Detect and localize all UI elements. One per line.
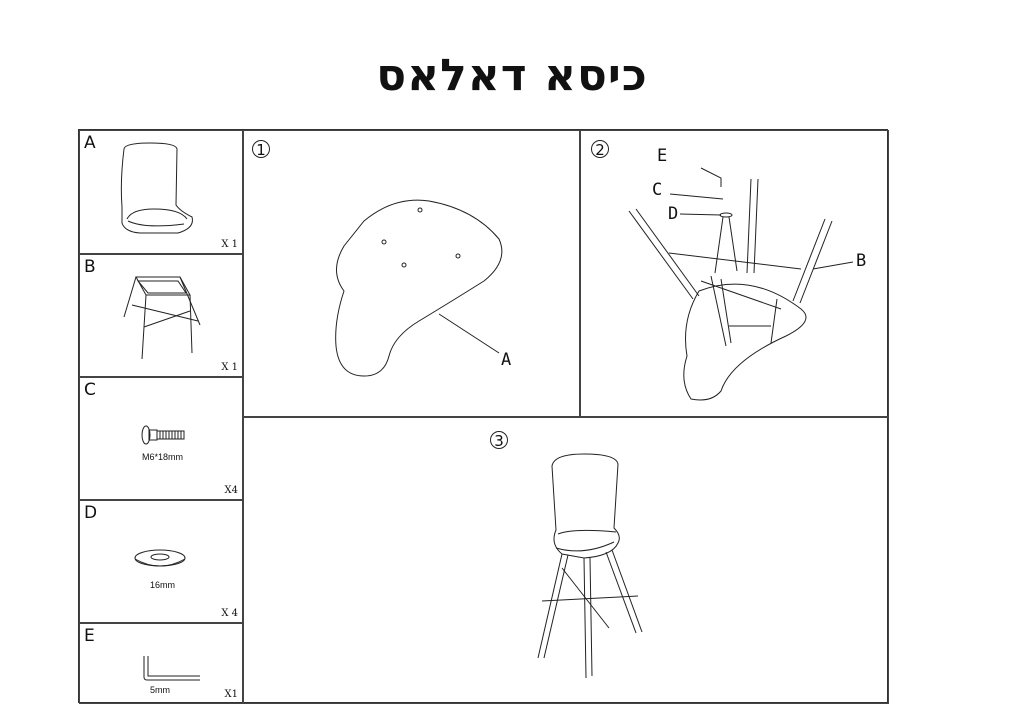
step-panel-2	[580, 130, 889, 417]
page-title: כיסא דאלאס	[376, 50, 648, 101]
part-quantity: X 1	[221, 239, 238, 250]
part-quantity: X 4	[221, 608, 238, 619]
step-panel-1	[243, 130, 580, 417]
part-letter: B	[84, 257, 96, 277]
part-spec: M6*18mm	[142, 452, 184, 462]
part-spec: 16mm	[150, 580, 176, 590]
part-spec: 5mm	[150, 685, 170, 695]
part-letter: D	[84, 503, 98, 523]
leg-frame-icon	[80, 255, 244, 378]
instruction-sheet	[78, 129, 888, 703]
callout-label: C	[652, 180, 663, 200]
part-panel-d	[79, 500, 243, 623]
part-letter: A	[84, 133, 96, 153]
part-panel-c	[79, 377, 243, 500]
part-quantity: X4	[224, 485, 238, 496]
part-panel-e	[79, 623, 243, 704]
part-quantity: X 1	[221, 362, 238, 373]
callout-label: D	[668, 204, 679, 224]
chair-assembly-drawing	[581, 131, 890, 418]
part-letter: E	[84, 626, 95, 646]
callout-label: E	[657, 146, 668, 166]
part-quantity: X1	[224, 689, 238, 700]
screw-icon	[80, 378, 244, 501]
assembled-chair-drawing	[244, 418, 890, 705]
washer-icon	[80, 501, 244, 624]
callout-label: A	[501, 350, 512, 370]
part-panel-b	[79, 254, 243, 377]
step-panel-3	[243, 417, 889, 704]
step-number: 1	[252, 140, 270, 158]
part-panel-a	[79, 130, 243, 254]
step-number: 2	[591, 140, 609, 158]
seat-underside-drawing	[244, 131, 581, 418]
callout-label: B	[856, 251, 867, 271]
part-letter: C	[84, 380, 96, 400]
seat-shell-icon	[80, 131, 244, 255]
step-number: 3	[490, 431, 508, 449]
